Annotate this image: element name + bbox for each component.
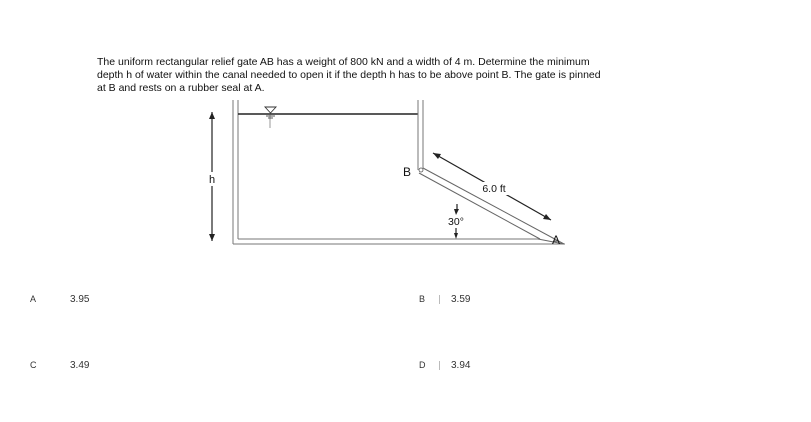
option-divider (439, 361, 440, 370)
option-divider (439, 295, 440, 304)
question-line-1: The uniform rectangular relief gate AB has a weight of 800 kN and a width of 4 m. Determine the minimum (97, 56, 590, 68)
option-letter: D (419, 360, 426, 370)
canal-gate-diagram (190, 98, 580, 250)
option-value: 3.49 (70, 359, 90, 371)
option-letter: B (419, 294, 426, 304)
question-line-3: at B and rests on a rubber seal at A. (97, 82, 265, 94)
option-a[interactable] (30, 288, 89, 310)
label-angle: 30° (448, 216, 464, 228)
option-value: 3.95 (70, 293, 90, 305)
pin-b (419, 168, 423, 172)
diagram-svg (190, 98, 580, 250)
option-d[interactable] (419, 354, 470, 376)
option-letter: A (30, 294, 37, 304)
question-text (97, 56, 687, 95)
label-b: B (403, 165, 412, 179)
option-c[interactable] (30, 354, 89, 376)
label-h: h (208, 174, 216, 186)
label-a: A (552, 233, 561, 247)
option-b[interactable] (419, 288, 470, 310)
question-line-2: depth h of water within the canal needed to open it if the depth h has to be above point B. The gate is pinned (97, 69, 601, 81)
water-level-symbol (265, 107, 276, 113)
option-letter: C (30, 360, 37, 370)
label-gate-length: 6.0 ft (482, 183, 506, 195)
option-value: 3.59 (451, 293, 471, 305)
option-value: 3.94 (451, 359, 471, 371)
gate-ab-outer (423, 168, 564, 244)
